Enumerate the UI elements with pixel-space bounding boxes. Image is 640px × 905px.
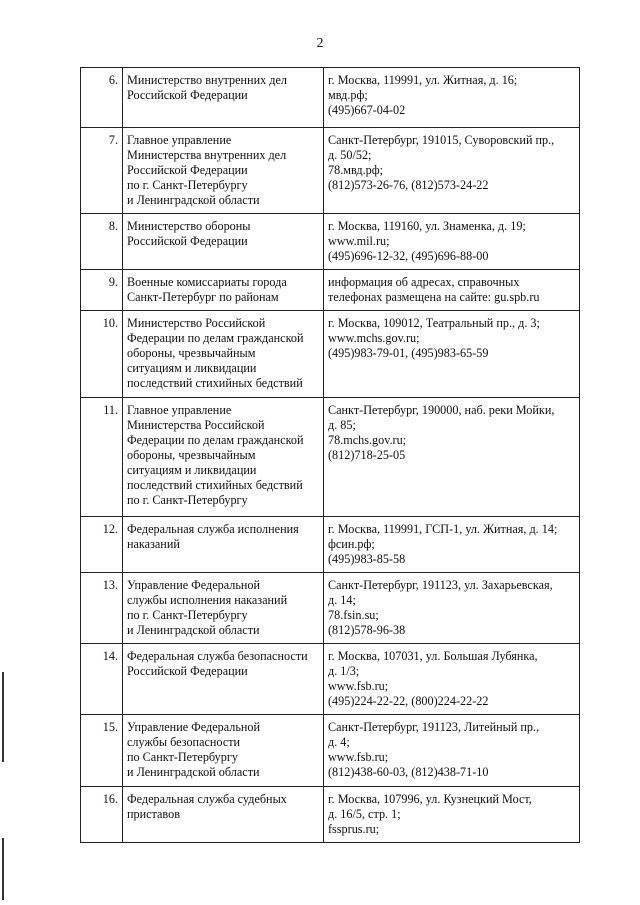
agency-contacts: г. Москва, 119160, ул. Знаменка, д. 19; www.mil.ru; (495)696-12-32, (495)696-88-00 xyxy=(324,214,580,270)
table-row xyxy=(81,517,580,573)
table-row xyxy=(81,398,580,517)
row-number: 13. xyxy=(81,573,123,644)
agency-contacts: г. Москва, 119991, ГСП-1, ул. Житная, д. 14; фсин.рф; (495)983-85-58 xyxy=(324,517,580,573)
row-number: 15. xyxy=(81,715,123,787)
row-number: 16. xyxy=(81,787,123,843)
page-number: 2 xyxy=(316,36,324,51)
scan-edge-mark xyxy=(2,838,4,900)
agency-name: Военные комиссариаты города Санкт-Петербург по районам xyxy=(123,270,324,311)
row-number: 7. xyxy=(81,128,123,214)
table-row xyxy=(81,68,580,128)
row-number: 9. xyxy=(81,270,123,311)
row-number: 14. xyxy=(81,644,123,715)
agency-contacts: Санкт-Петербург, 190000, наб. реки Мойки, д. 85; 78.mchs.gov.ru; (812)718-25-05 xyxy=(324,398,580,517)
table-row xyxy=(81,311,580,398)
agency-contacts: г. Москва, 107031, ул. Большая Лубянка, д. 1/3; www.fsb.ru; (495)224-22-22, (800)224-22-22 xyxy=(324,644,580,715)
agency-name: Министерство Российской Федерации по делам гражданской обороны, чрезвычайным ситуациям и ликвидации последствий стихийных бедствий xyxy=(123,311,324,398)
table-row xyxy=(81,644,580,715)
agency-contacts: информация об адресах, справочных телефонах размещена на сайте: gu.spb.ru xyxy=(324,270,580,311)
table-row xyxy=(81,270,580,311)
agency-name: Главное управление Министерства Российской Федерации по делам гражданской обороны, чрезвычайным ситуациям и ликвидации последствий стихийных бедствий по г. Санкт-Петербургу xyxy=(123,398,324,517)
row-number: 8. xyxy=(81,214,123,270)
agency-contacts: г. Москва, 107996, ул. Кузнецкий Мост, д. 16/5, стр. 1; fssprus.ru; xyxy=(324,787,580,843)
agency-name: Главное управление Министерства внутренних дел Российской Федерации по г. Санкт-Петербургу и Ленинградской области xyxy=(123,128,324,214)
agency-name: Управление Федеральной службы исполнения наказаний по г. Санкт-Петербургу и Ленинградской области xyxy=(123,573,324,644)
agency-name: Федеральная служба безопасности Российской Федерации xyxy=(123,644,324,715)
agency-name: Министерство обороны Российской Федерации xyxy=(123,214,324,270)
table-row xyxy=(81,214,580,270)
agency-name: Министерство внутренних дел Российской Федерации xyxy=(123,68,324,128)
agency-contacts: Санкт-Петербург, 191123, Литейный пр., д. 4; www.fsb.ru; (812)438-60-03, (812)438-71-10 xyxy=(324,715,580,787)
row-number: 6. xyxy=(81,68,123,128)
agency-name: Управление Федеральной службы безопасности по Санкт-Петербургу и Ленинградской области xyxy=(123,715,324,787)
agency-contacts: г. Москва, 119991, ул. Житная, д. 16; мвд.рф; (495)667-04-02 xyxy=(324,68,580,128)
table-row xyxy=(81,573,580,644)
row-number: 12. xyxy=(81,517,123,573)
agency-contacts: Санкт-Петербург, 191015, Суворовский пр., д. 50/52; 78.мвд.рф; (812)573-26-76, (812)573-24-22 xyxy=(324,128,580,214)
table-row xyxy=(81,128,580,214)
agency-contacts-table xyxy=(80,67,580,843)
row-number: 10. xyxy=(81,311,123,398)
agency-name: Федеральная служба судебных приставов xyxy=(123,787,324,843)
scan-edge-mark xyxy=(2,672,4,762)
table-row xyxy=(81,787,580,843)
agency-contacts: г. Москва, 109012, Театральный пр., д. 3; www.mchs.gov.ru; (495)983-79-01, (495)983-65-59 xyxy=(324,311,580,398)
table-row xyxy=(81,715,580,787)
agency-name: Федеральная служба исполнения наказаний xyxy=(123,517,324,573)
row-number: 11. xyxy=(81,398,123,517)
agency-contacts: Санкт-Петербург, 191123, ул. Захарьевская, д. 14; 78.fsin.su; (812)578-96-38 xyxy=(324,573,580,644)
